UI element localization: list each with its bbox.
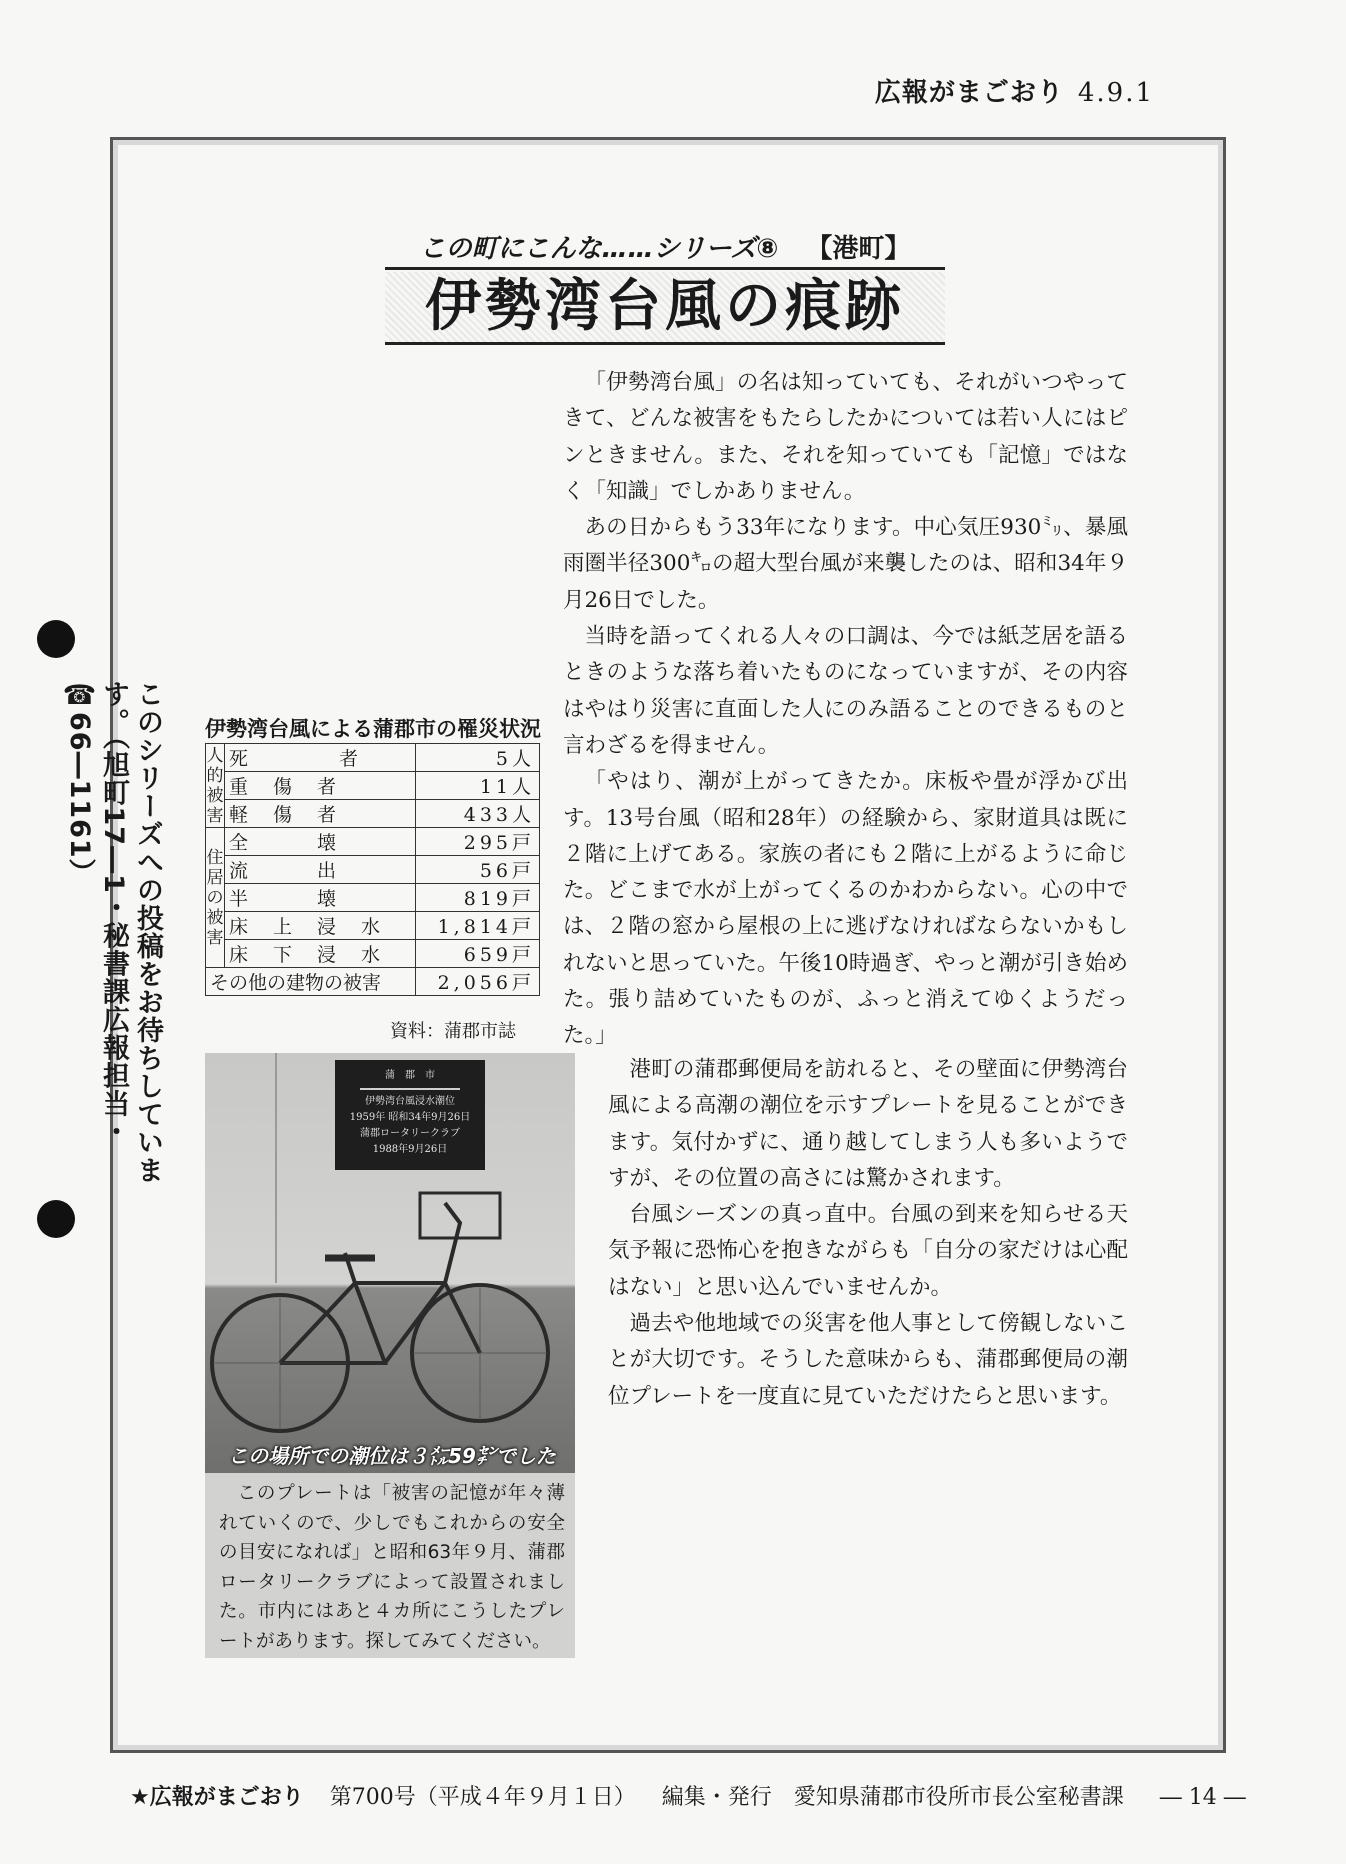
- group-label-housing: 住居の被害: [206, 828, 225, 968]
- photo-note: [205, 1473, 575, 1658]
- table-row: [206, 800, 540, 828]
- submission-notice: このシリーズへの投稿をお待ちしています。（旭町17―1・秘書課広報担当・☎66―1161）: [64, 680, 163, 1184]
- issue-date: 4.9.1: [1077, 78, 1154, 108]
- body-paragraph: 港町の蒲郡郵便局を訪れると、その壁面に伊勢湾台風による高潮の潮位を示すプレートを見ることができます。気付かずに、通り越してしまう人も多いようですが、その位置の高さには驚かされます。: [608, 1057, 1128, 1191]
- damage-table: [205, 743, 540, 996]
- plate-line: 蒲郡ロータリークラブ: [360, 1128, 460, 1139]
- article-title: 伊勢湾台風の痕跡: [385, 272, 945, 345]
- plate-line: 1988年9月26日: [372, 1144, 448, 1155]
- page-header: [875, 72, 1154, 109]
- bullet-dot-icon: [37, 1200, 75, 1238]
- photo-caption: この場所での潮位は３㍍59㌢でした: [228, 1444, 556, 1468]
- page-footer: [130, 1780, 1272, 1811]
- row-label: 半 壊: [225, 884, 416, 912]
- table-row: [206, 940, 540, 968]
- note-text: このプレートは「被害の記憶が年々薄れていくので、少しでもこれからの安全の目安になれば」と昭和63年９月、蒲郡ロータリークラブによって設置されました。市内にはあと４カ所にこうしたプレートがあります。探してみてください。: [219, 1483, 565, 1652]
- table-row: [206, 828, 540, 856]
- publication-name: 広報がまごおり: [874, 78, 1064, 108]
- table-source: 資料：蒲郡市誌: [390, 1021, 516, 1042]
- bullet-dot-icon: [37, 620, 75, 658]
- row-value: 295戸: [415, 828, 539, 856]
- body-paragraph: 「やはり、潮が上がってきたか。床板や畳が浮かび出す。13号台風（昭和28年）の経験から、家財道具は既に２階に上げてある。家族の者にも２階に上がるように命じた。どこまで水が上がってくるのかわからない。心の中では、２階の窓から屋根の上に逃げなければならないかもしれないと思っていた。午後10時過ぎ、やっと潮が引き始めた。張り詰めていたものが、ふっと消えてゆくようだった。」: [563, 769, 1128, 1049]
- body-paragraph: あの日からもう33年になります。中心気圧930㍉、暴風雨圏半径300㌔の超大型台風が来襲したのは、昭和34年９月26日でした。: [563, 515, 1128, 613]
- table-row: [206, 856, 540, 884]
- row-value: 56戸: [415, 856, 539, 884]
- series-town: 【港町】: [806, 234, 911, 264]
- table-row: [206, 744, 540, 772]
- body-paragraph: 台風シーズンの真っ直中。台風の到来を知らせる天気予報に恐怖心を抱きながらも「自分の家だけは心配はない」と思い込んでいませんか。: [608, 1202, 1128, 1300]
- row-value: 433人: [415, 800, 539, 828]
- row-label: 床 下 浸 水: [225, 940, 416, 968]
- table-row: [206, 912, 540, 940]
- row-value: 11人: [415, 772, 539, 800]
- plate-line: 1959年 昭和34年9月26日: [349, 1112, 471, 1123]
- row-label: 死 者: [225, 744, 416, 772]
- footer-publisher: 編集・発行 愛知県蒲郡市役所市長公室秘書課: [661, 1785, 1124, 1810]
- article-body-column-1: [563, 365, 1128, 1055]
- plate-line: 伊勢湾台風浸水潮位: [365, 1096, 455, 1107]
- table-row: [206, 772, 540, 800]
- table-row: [206, 968, 540, 996]
- series-heading: [385, 228, 945, 270]
- page-number: ― 14 ―: [1159, 1785, 1246, 1810]
- row-label: 重 傷 者: [225, 772, 416, 800]
- series-label: この町にこんな……シリーズ⑧: [419, 234, 779, 264]
- row-label: 軽 傷 者: [225, 800, 416, 828]
- row-label: 床 上 浸 水: [225, 912, 416, 940]
- row-value: 1,814戸: [415, 912, 539, 940]
- article-body-column-2: [608, 1052, 1128, 1415]
- other-damage-value: 2,056戸: [415, 968, 539, 996]
- row-label: 流 出: [225, 856, 416, 884]
- body-paragraph: 過去や他地域での災害を他人事として傍観しないことが大切です。そうした意味からも、蒲郡郵便局の潮位プレートを一度直に見ていただけたらと思います。: [608, 1311, 1128, 1409]
- row-value: 819戸: [415, 884, 539, 912]
- damage-table-title: 伊勢湾台風による蒲郡市の罹災状況: [205, 717, 541, 741]
- table-row: [206, 884, 540, 912]
- body-paragraph: 当時を語ってくれる人々の口調は、今では紙芝居を語るときのような落ち着いたものになっていますが、その内容はやはり災害に直面した人にのみ語ることのできるものと言わざるを得ません。: [563, 624, 1128, 758]
- row-label: 全 壊: [225, 828, 416, 856]
- row-value: 659戸: [415, 940, 539, 968]
- plate-city: 蒲 郡 市: [385, 1070, 435, 1081]
- row-value: 5人: [415, 744, 539, 772]
- plate-bar: [360, 1088, 460, 1090]
- body-paragraph: 「伊勢湾台風」の名は知っていても、それがいつやってきて、どんな被害をもたらしたかについては若い人にはピンときません。また、それを知っていても「記憶」ではなく「知識」でしかありません。: [563, 370, 1128, 504]
- group-label-human: 人的被害: [206, 745, 224, 826]
- footer-issue: 第700号（平成４年９月１日）: [329, 1785, 636, 1810]
- tide-plate: [335, 1060, 485, 1170]
- footer-publication: ★広報がまごおり: [130, 1785, 304, 1810]
- other-damage-label: その他の建物の被害: [206, 968, 416, 996]
